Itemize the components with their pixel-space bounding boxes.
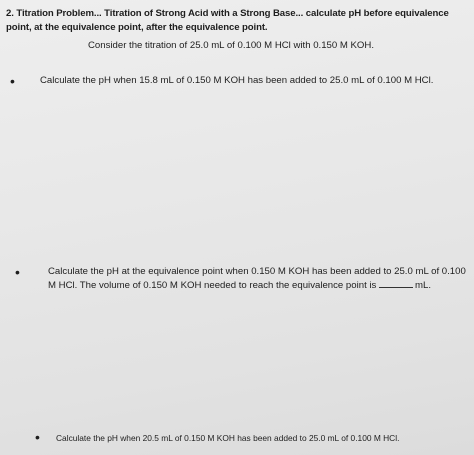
answer-unit: mL. (415, 280, 431, 291)
bullet-icon: • (10, 73, 15, 89)
question-3-text: Calculate the pH when 20.5 mL of 0.150 M KOH has been added to 25.0 mL of 0.100 M HCl. (56, 433, 400, 443)
question-3 (56, 432, 399, 445)
question-1-text: Calculate the pH when 15.8 mL of 0.150 M KOH has been added to 25.0 mL of 0.100 M HCl. (40, 75, 434, 86)
question-2 (48, 265, 468, 292)
bullet-icon: • (15, 264, 20, 280)
bullet-icon: • (35, 429, 40, 445)
question-1 (40, 74, 433, 87)
problem-intro: Consider the titration of 25.0 mL of 0.100 M HCl with 0.150 M KOH. (88, 40, 374, 51)
answer-blank[interactable] (379, 278, 413, 288)
question-2-text: Calculate the pH at the equivalence point when 0.150 M KOH has been added to 25.0 mL of 0.100 M HCl. The volume of 0.150 M KOH needed to reach the equivalence point is (48, 266, 466, 291)
problem-heading: 2. Titration Problem... Titration of Strong Acid with a Strong Base... calculate pH before equivalence point, at the equivalence point, after the equivalence point. (6, 8, 449, 33)
